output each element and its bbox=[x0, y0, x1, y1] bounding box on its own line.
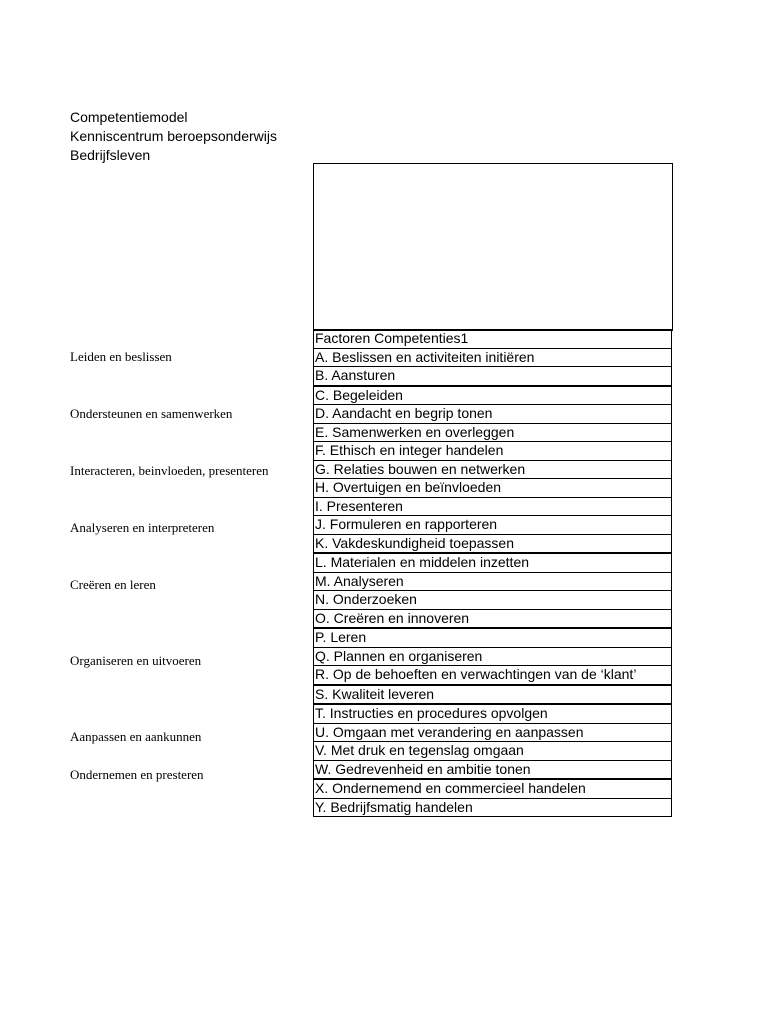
table-row: W. Gedrevenheid en ambitie tonen bbox=[313, 761, 672, 781]
table-row: O. Creëren en innoveren bbox=[313, 610, 672, 630]
table-row: G. Relaties bouwen en netwerken bbox=[313, 461, 672, 480]
table-row: X. Ondernemend en commercieel handelen bbox=[313, 780, 672, 799]
category-label: Analyseren en interpreteren bbox=[70, 520, 215, 535]
table-row: B. Aansturen bbox=[313, 367, 672, 387]
table-row: K. Vakdeskundigheid toepassen bbox=[313, 535, 672, 555]
table-row: L. Materialen en middelen inzetten bbox=[313, 554, 672, 573]
category-label: Interacteren, beinvloeden, presenteren bbox=[70, 463, 269, 478]
table-row: E. Samenwerken en overleggen bbox=[313, 424, 672, 443]
table-row: H. Overtuigen en beïnvloeden bbox=[313, 479, 672, 498]
empty-header-box bbox=[313, 163, 673, 331]
table-row: V. Met druk en tegenslag omgaan bbox=[313, 742, 672, 761]
table-row: M. Analyseren bbox=[313, 573, 672, 592]
header-sector: Bedrijfsleven bbox=[70, 147, 151, 163]
table-row: N. Onderzoeken bbox=[313, 591, 672, 610]
table-row: C. Begeleiden bbox=[313, 387, 672, 406]
competency-table bbox=[313, 329, 673, 817]
category-label: Creëren en leren bbox=[70, 577, 156, 592]
table-row: Q. Plannen en organiseren bbox=[313, 648, 672, 667]
table-row: Y. Bedrijfsmatig handelen bbox=[313, 799, 672, 818]
table-row: A. Beslissen en activiteiten initiëren bbox=[313, 349, 672, 368]
table-row: S. Kwaliteit leveren bbox=[313, 686, 672, 706]
category-label: Ondersteunen en samenwerken bbox=[70, 406, 233, 421]
header-title: Competentiemodel bbox=[70, 109, 188, 125]
category-label: Leiden en beslissen bbox=[70, 349, 172, 364]
table-row: D. Aandacht en begrip tonen bbox=[313, 405, 672, 424]
table-row: R. Op de behoeften en verwachtingen van de ‘klant’ bbox=[313, 666, 672, 686]
table-row: F. Ethisch en integer handelen bbox=[313, 442, 672, 461]
table-row: U. Omgaan met verandering en aanpassen bbox=[313, 724, 672, 743]
category-label: Ondernemen en presteren bbox=[70, 767, 204, 782]
table-row: P. Leren bbox=[313, 629, 672, 648]
table-header-cell: Factoren Competenties1 bbox=[313, 329, 672, 349]
header-subtitle: Kenniscentrum beroepsonderwijs bbox=[70, 128, 277, 144]
table-row: T. Instructies en procedures opvolgen bbox=[313, 705, 672, 724]
category-label: Aanpassen en aankunnen bbox=[70, 729, 202, 744]
document-header bbox=[70, 108, 277, 165]
table-row: I. Presenteren bbox=[313, 498, 672, 517]
table-row: J. Formuleren en rapporteren bbox=[313, 516, 672, 535]
category-label: Organiseren en uitvoeren bbox=[70, 653, 202, 668]
